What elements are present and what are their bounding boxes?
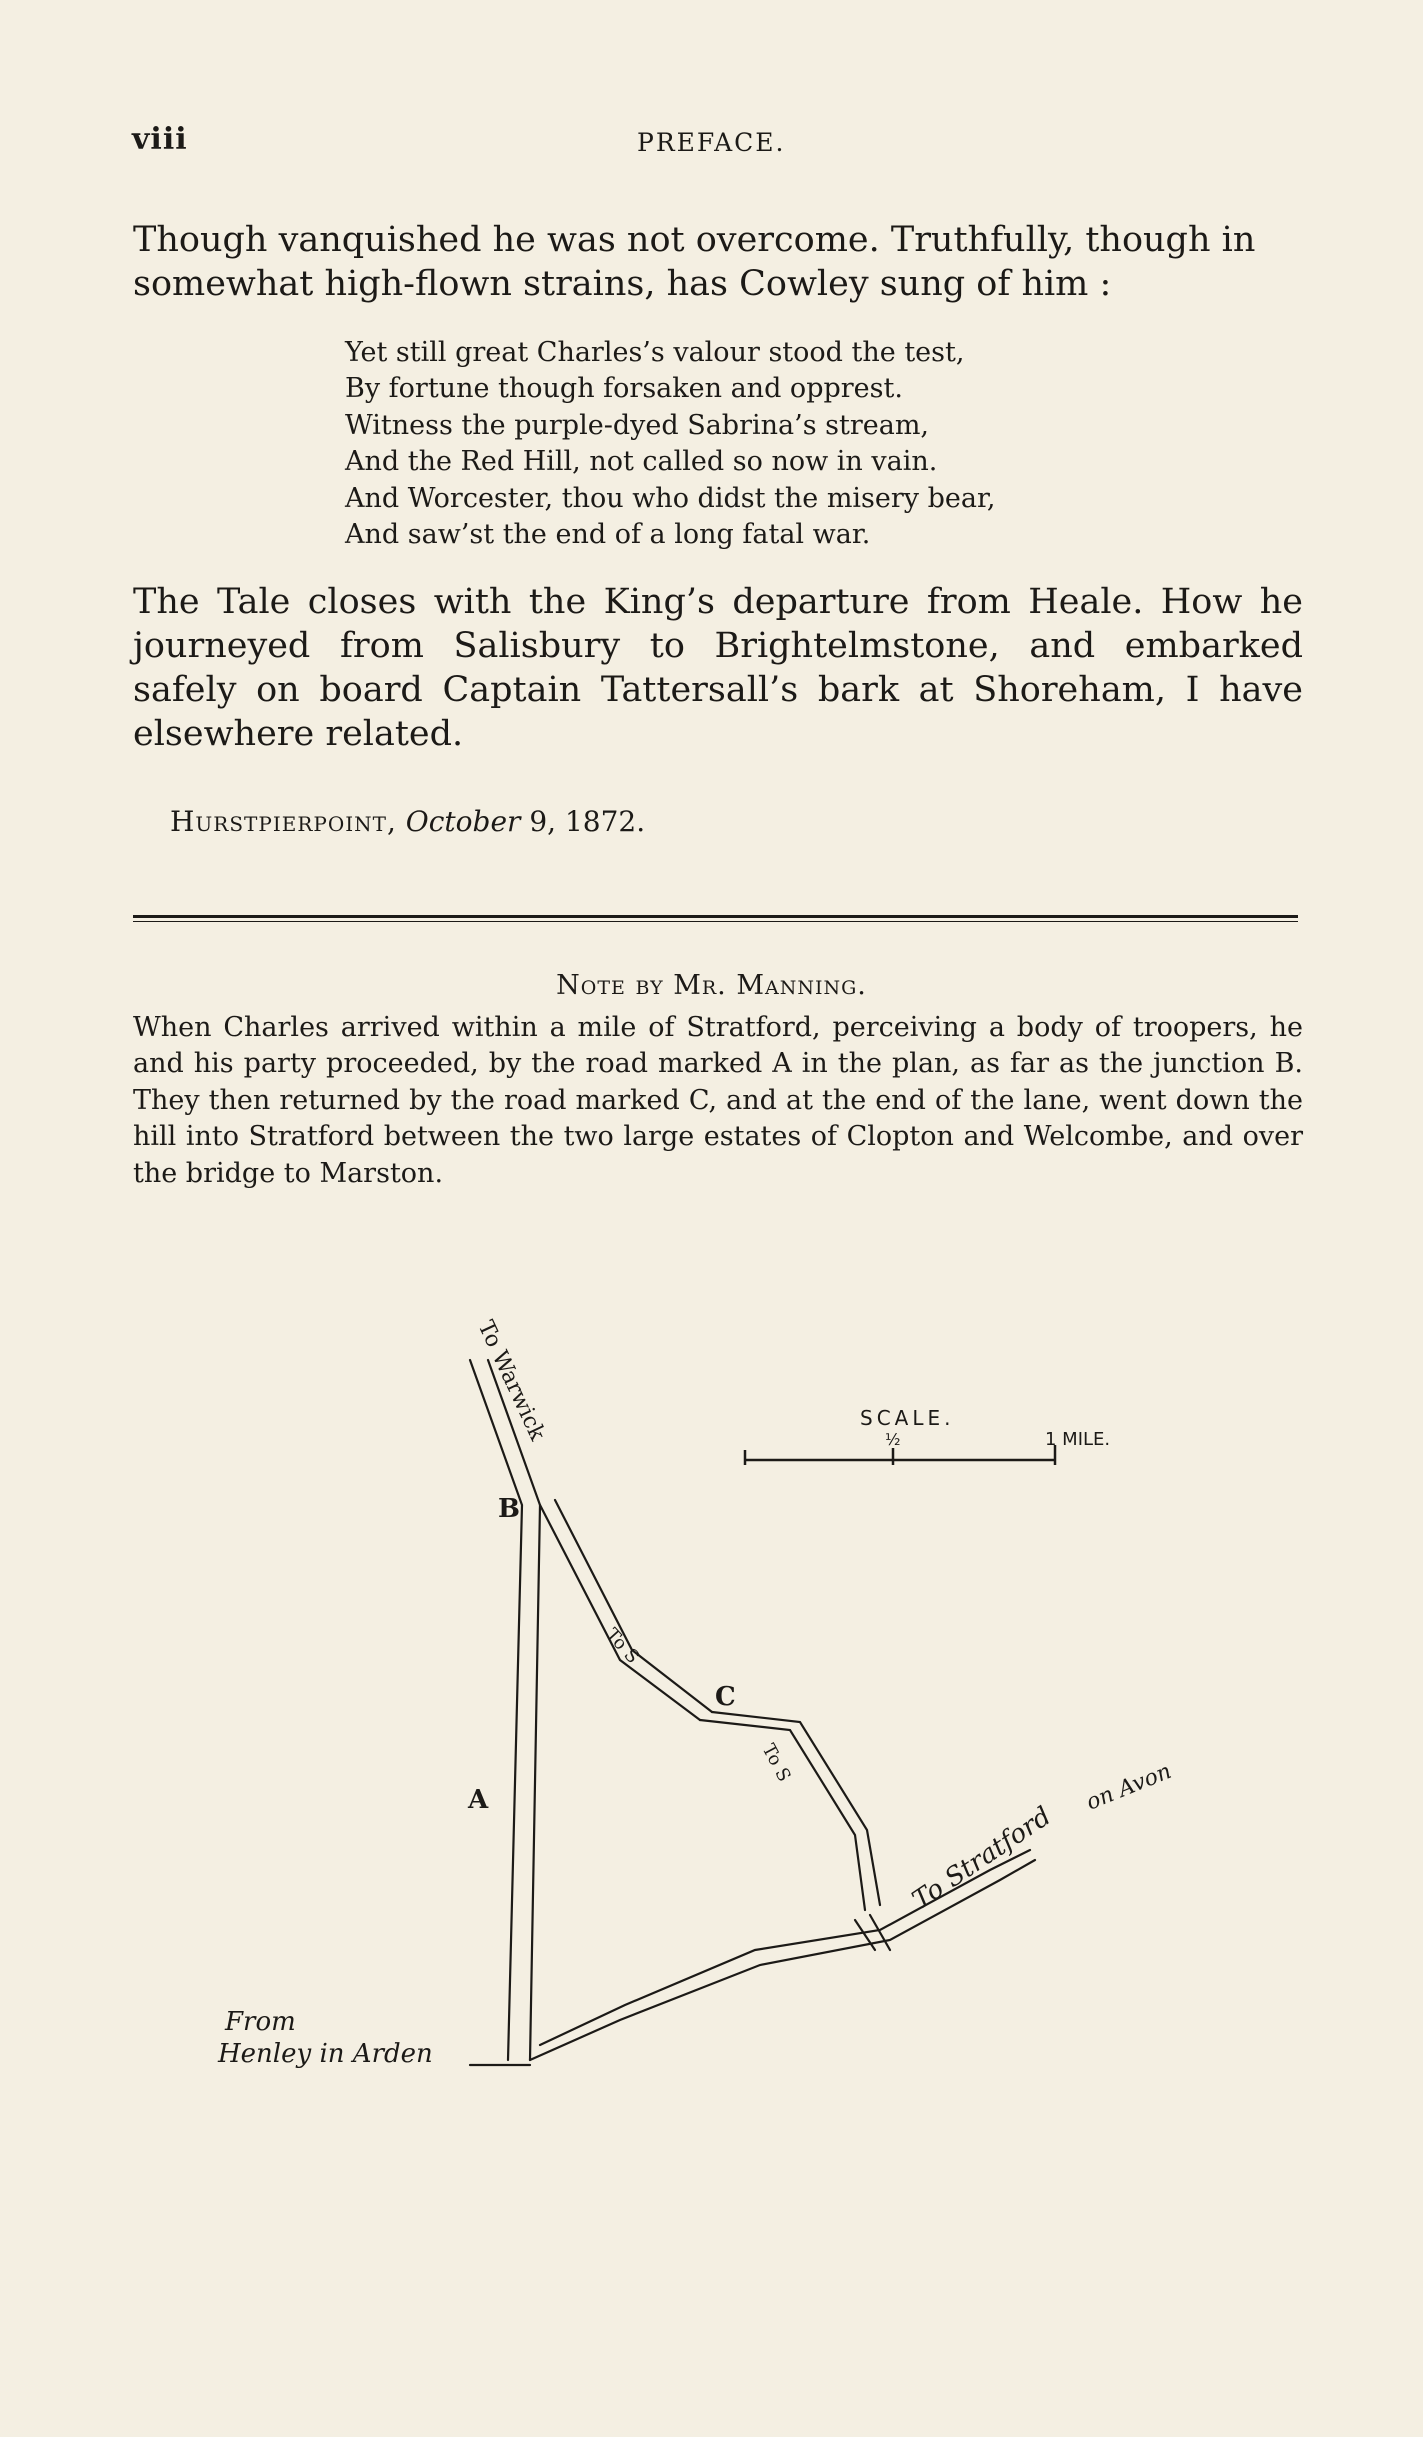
lane-c-west	[700, 1720, 865, 1910]
road-a-east	[488, 1360, 540, 2060]
note-heading: Note by Mr. Manning.	[556, 970, 867, 1001]
verse-line: By fortune though forsaken and opprest.	[345, 373, 903, 405]
folio-number: viii	[132, 122, 188, 157]
label-lane-upper: To S	[601, 1624, 644, 1668]
label-from: From	[225, 2007, 296, 2037]
scale-half-mark: ½	[885, 1430, 901, 1449]
label-to-stratford: To Stratford	[907, 1801, 1057, 1916]
note-body: When Charles arrived within a mile of Stratford, perceiving a body of troopers, he and his party proceeded, by the road marked A in the plan, as far as the junction B. They then returned by the road marked C, and at the end of the lane, went down the hill into Stratford between the two large estates of Clopton and Welcombe, and over the bridge to Marston.	[133, 1012, 1303, 1189]
road-marker-b: B	[498, 1494, 520, 1524]
dateline-month: October	[405, 805, 521, 838]
junction-tick	[870, 1915, 890, 1950]
road-b-c-east	[555, 1500, 712, 1712]
road-a-west	[470, 1360, 522, 2060]
scale-title: SCALE.	[860, 1406, 955, 1430]
label-on-avon: on Avon	[1082, 1758, 1175, 1816]
running-head: PREFACE.	[637, 128, 786, 157]
verse-line: And Worcester, thou who didst the misery bear,	[345, 482, 996, 514]
dateline-place: Hurstpierpoint,	[170, 805, 397, 838]
road-marker-a: A	[468, 1785, 489, 1815]
dateline-year: 9, 1872.	[529, 805, 646, 838]
road-marker-c: C	[715, 1682, 736, 1712]
road-b-c-west	[540, 1505, 700, 1720]
verse-line: Yet still great Charles’s valour stood the test,	[345, 337, 965, 368]
verse-line: Witness the purple-dyed Sabrina’s stream,	[345, 409, 930, 441]
scale-one-mile: 1 MILE.	[1045, 1429, 1111, 1450]
verse-line: And saw’st the end of a long fatal war.	[345, 519, 871, 551]
verse-line: And the Red Hill, not called so now in vain.	[345, 446, 938, 478]
label-to-warwick: To Warwick	[472, 1316, 550, 1445]
label-henley-in-arden: Henley in Arden	[218, 2039, 433, 2069]
label-lane-lower: To S	[757, 1740, 795, 1786]
intro-paragraph: Though vanquished he was not overcome. Truthfully, though in somewhat high-flown strains, has Cowley sung of him :	[133, 220, 1256, 305]
closing-paragraph: The Tale closes with the King’s departure from Heale. How he journeyed from Salisbury to Brightelmstone, and embarked safely on board Captain Tattersall’s bark at Shoreham, I have elsewhere related.	[133, 582, 1303, 755]
